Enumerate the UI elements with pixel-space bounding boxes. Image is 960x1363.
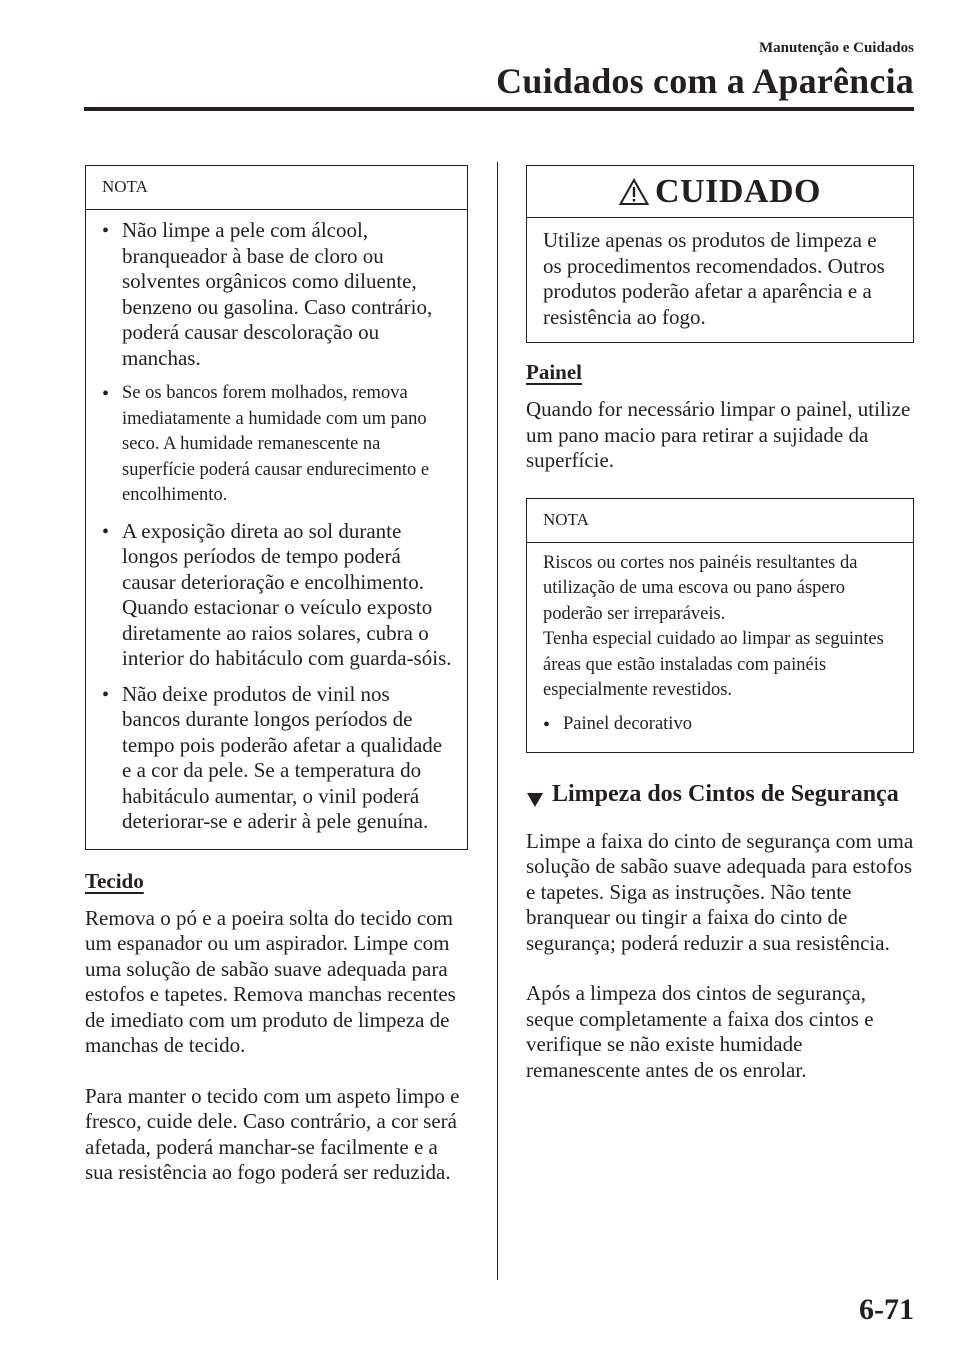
- fabric-heading: Tecido: [85, 868, 144, 893]
- caution-text: Utilize apenas os produtos de limpeza e os procedimentos recomendados. Outros produtos poderão afetar a aparência e a resistência ao fogo.: [543, 228, 885, 329]
- belts-section-heading: [526, 781, 914, 815]
- caution-box: [526, 165, 914, 343]
- left-column: [85, 165, 468, 1186]
- header-section: Manutenção e Cuidados: [758, 40, 914, 56]
- belts-heading-text: Limpeza dos Cintos de Segurança: [552, 780, 899, 807]
- right-column: [526, 165, 914, 1083]
- note-bullet: [102, 381, 453, 509]
- note-bullet-text: A exposição direta ao sol durante longos períodos de tempo poderá causar deterioração e encolhimento. Quando estacionar o veículo exposto diretamente ao raios solares, cubra o interior do habitáculo com guarda-sóis.: [122, 518, 452, 670]
- note-bullet: [543, 712, 899, 738]
- note-body: [86, 210, 467, 849]
- column-divider: [497, 162, 498, 1280]
- header-rule: [84, 107, 914, 111]
- note-body: [527, 543, 913, 752]
- caution-header: [527, 166, 913, 218]
- note-box-panel: [526, 498, 914, 753]
- panel-heading: Painel: [526, 360, 582, 384]
- bullet-icon: •: [102, 220, 110, 242]
- note-bullet: [102, 218, 453, 371]
- note-bullet-text: Painel decorativo: [563, 713, 692, 734]
- note-text: Riscos ou cortes nos painéis resultantes da utilização de uma escova ou pano áspero poderão ser irreparáveis.: [543, 552, 858, 624]
- bullet-icon: •: [543, 713, 551, 736]
- bullet-icon: •: [102, 520, 110, 543]
- note-bullet: [102, 519, 453, 672]
- belts-paragraph-2: Após a limpeza dos cintos de segurança, seque completamente a faixa dos cintos e verifique se não existe humidade remanescente antes de os enrolar.: [526, 981, 874, 1082]
- note-box-leather: [85, 165, 468, 850]
- bullet-icon: •: [102, 383, 110, 405]
- caution-label: CUIDADO: [655, 172, 821, 210]
- note-text: Tenha especial cuidado ao limpar as seguintes áreas que estão instaladas com painéis especialmente revestidos.: [543, 629, 884, 700]
- page-title: Cuidados com a Aparência: [496, 61, 914, 101]
- fabric-paragraph-2: Para manter o tecido com um aspeto limpo e fresco, cuide dele. Caso contrário, a cor será afetada, poderá manchar-se facilmente e a sua resistência ao fogo poderá ser reduzida.: [85, 1083, 460, 1184]
- warning-icon: [619, 178, 649, 206]
- belts-paragraph-1: Limpe a faixa do cinto de segurança com uma solução de sabão suave adequada para estofos e tapetes. Siga as instruções. Não tente branquear ou tingir a faixa do cinto de segurança; poderá reduzir a sua resistência.: [526, 828, 914, 955]
- note-bullet: [102, 682, 453, 835]
- panel-paragraph: Quando for necessário limpar o painel, utilize um pano macio para retirar a sujidade da superfície.: [526, 397, 911, 472]
- note-label: NOTA: [527, 499, 913, 543]
- bullet-icon: •: [102, 683, 110, 706]
- note-bullet-text: Não deixe produtos de vinil nos bancos durante longos períodos de tempo pois poderão afetar a qualidade e a cor da pele. Se a temperatura do habitáculo aumentar, o vinil poderá deteriorar-se e aderir à pele genuína.: [122, 681, 443, 833]
- page-number: 6-71: [859, 1293, 914, 1326]
- note-label: NOTA: [86, 166, 467, 210]
- caution-body: [527, 218, 913, 342]
- note-bullet-text: Não limpe a pele com álcool, branqueador à base de cloro ou solventes orgânicos como diluente, benzeno ou gasolina. Caso contrário, poderá causar descoloração ou manchas.: [122, 218, 433, 370]
- note-bullet-text: Se os bancos forem molhados, remova imediatamente a humidade com um pano seco. A humidade remanescente na superfície poderá causar endurecimento e encolhimento.: [122, 383, 430, 505]
- triangle-down-icon: [526, 781, 552, 815]
- fabric-paragraph-1: Remova o pó e a poeira solta do tecido com um espanador ou um aspirador. Limpe com uma solução de sabão suave adequada para estofos e tapetes. Remova manchas recentes de imediato com um produto de limpeza de manchas de tecido.: [85, 905, 456, 1057]
